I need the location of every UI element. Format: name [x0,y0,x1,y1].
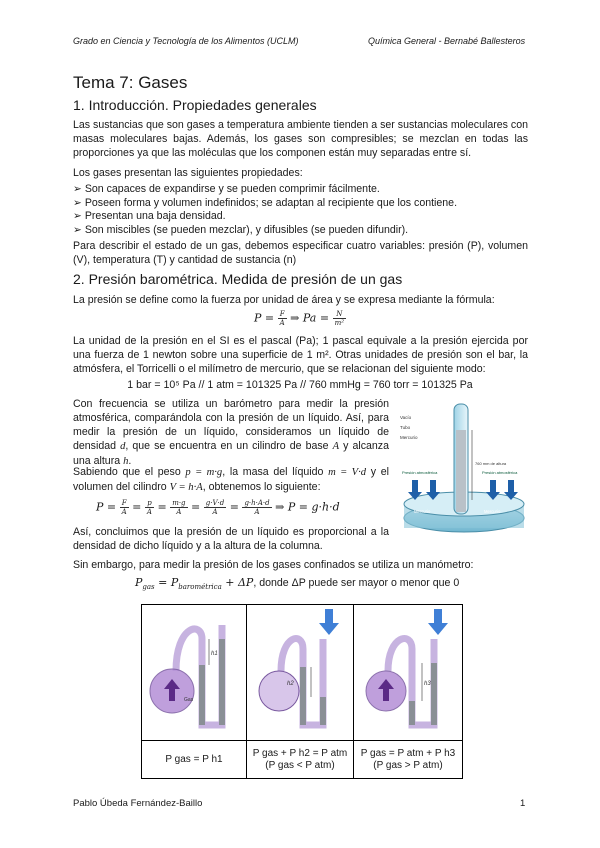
sec2-para-4: Sabiendo que el peso p = m·g, la masa del líquido m = V·d y el volumen del cilindro V = h·A, obtenemos lo siguiente: [73,466,390,493]
h1-label: h1 [211,651,218,657]
sec2-para-5: Así, concluimos que la presión de un líquido es proporcional a la densidad de dicho líquido y a la altura de la columna. [73,526,389,552]
list-item: ➢ Poseen forma y volumen indefinidos; se adaptan al recipiente que los contiene. [73,197,457,211]
atm-pressure-arrow [319,609,339,635]
vacuum-label: Vacío [400,415,412,420]
page-title: Tema 7: Gases [73,73,188,92]
header-left: Grado en Ciencia y Tecnología de los Alimentos (UCLM) [73,36,299,46]
h2-label: h2 [287,681,294,687]
p-atm-right-label: Presión atmosférica [482,470,518,475]
manometer-diagram-3 [354,605,462,735]
manometer-gas-greater [354,605,463,741]
manometer-open-equal [142,605,247,741]
mercury-column [456,430,466,512]
mercury-left [409,701,415,725]
height-label: 760 mm de altura [475,461,507,466]
sec1-para-2: Los gases presentan las siguientes propiedades: [73,167,303,179]
tube-label: Tubo [400,425,411,430]
footer-author: Pablo Úbeda Fernández-Baillo [73,798,203,809]
list-item: ➢ Son capaces de expandirse y se pueden comprimir fácilmente. [73,183,457,197]
sec2-para-1: La presión se define como la fuerza por unidad de área y se expresa mediante la fórmula: [73,294,495,306]
manometer-table [141,604,463,779]
sec2-para-6: Sin embargo, para medir la presión de los gases confinados se utiliza un manómetro: [73,559,474,571]
mercury-right [320,697,326,725]
sec2-para-2: La unidad de la presión en el SI es el pascal (Pa); 1 pascal equivale a la presión ejercida por una fuerza de 1 newton sobre una superficie de 1 m². Otras unidades de presión son el bar, la atmósfera, el Torricelli o el milímetro de mercurio, que se relacionan del siguiente modo: [73,335,528,375]
caption-1: P gas = P h1 [142,741,247,779]
sec1-para-1: Las sustancias que son gases a temperatura ambiente tienden a ser sustancias moleculares con masas moleculares bajas. Además, los gases son compresibles; se mezclan en todas las proporciones ya que las moléculas que los componen están muy separadas entre sí. [73,119,528,159]
sec1-para-3: Para describir el estado de un gas, debemos especificar cuatro variables: presión (P), volumen (V), temperatura (T) y cantidad de sustancia (n) [73,240,528,266]
gas-pressure-equation: $P_{gas} = P_{barométrica} + \Delta P$, donde ΔP puede ser mayor o menor que 0 [135,576,460,592]
mercury-column-label: Mercurio [400,435,418,440]
mercury-right [431,663,437,725]
mercury-left [300,667,306,725]
section-1-heading: 1. Introducción. Propiedades generales [73,97,317,113]
bulb-label: Gas [184,697,194,703]
caption-3: P gas = P atm + P h3 (P gas > P atm) [354,741,463,779]
list-item: ➢ Presentan una baja densidad. [73,210,457,224]
mercury-right-label: Mercurio [484,509,501,514]
liquid-pressure-derivation: P = $\frac{F}{A}$ = $\frac{p}{A}$ = $\frac{m\cdot g}{A}$ = $\frac{g\cdot V\cdot d}{A}$ = $\frac{g\cdot h\cdot A\cdot d}{A}$ ⇒ P = g·h·d [96,499,340,516]
properties-list [73,183,457,237]
units-equivalence: 1 bar = 10⁵ Pa // 1 atm = 101325 Pa // 760 mmHg = 760 torr = 101325 Pa [127,379,473,391]
atm-pressure-arrow [428,609,448,635]
manometer-diagram-2 [247,605,353,735]
gas-bulb [259,671,299,711]
mercury-right [219,639,225,725]
mercury-left [199,665,205,725]
manometer-gas-less [247,605,354,741]
list-item: ➢ Son miscibles (se pueden mezclar), y difusibles (se pueden difundir). [73,224,457,238]
sec2-para-3: Con frecuencia se utiliza un barómetro para medir la presión atmosférica, comparándola con la presión de un líquido. Así, para medir la presión de un líquido, consideramos un líquido de densidad d, que se encuentra en un cilindro de base A y alcanza una altura h. [73,398,389,467]
pressure-formula: P = $\frac{F}{A}$ ⇒ Pa = $\frac{N}{\text{m²}}$ [253,310,345,327]
caption-2: P gas + P h2 = P atm (P gas < P atm) [247,741,354,779]
h3-label: h3 [424,681,431,687]
header-right: Química General - Bernabé Ballesteros [368,36,526,46]
p-atm-left-label: Presión atmosférica [402,470,438,475]
page-number: 1 [520,798,526,809]
mercury-left-label: Mercurio [414,509,431,514]
manometer-diagram-1 [142,605,246,735]
barometer-figure [398,400,530,550]
section-2-heading: 2. Presión barométrica. Medida de presión de un gas [73,271,403,287]
